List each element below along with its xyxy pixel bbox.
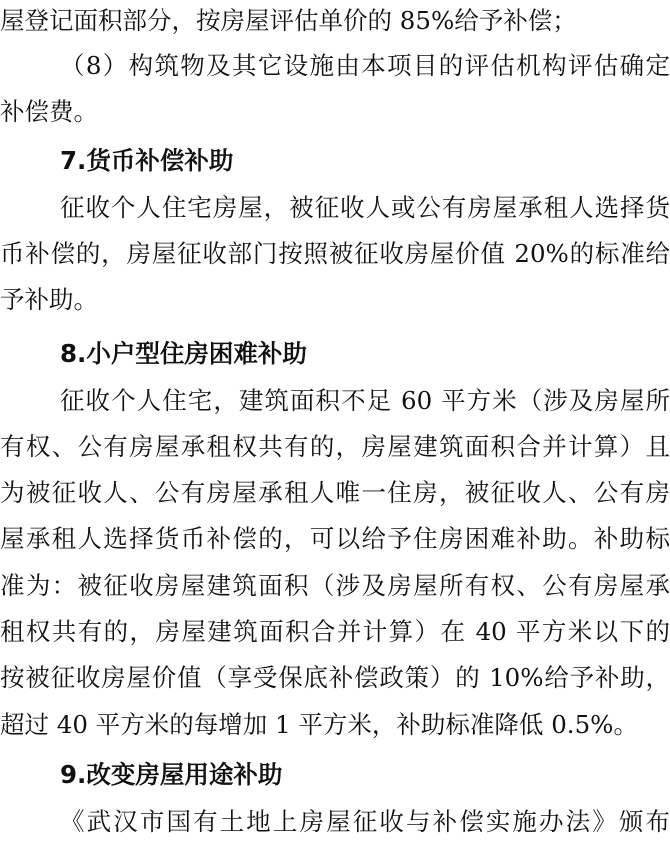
text-line: 征收个人住宅房屋，被征收人或公有房屋承租人选择货 xyxy=(60,193,670,222)
text-line: 《武汉市国有土地上房屋征收与补偿实施办法》颁布 xyxy=(60,807,670,836)
text-line: 超过 40 平方米的每增加 1 平方米，补助标准降低 0.5%。 xyxy=(0,710,638,739)
text-line: 按被征收房屋价值（享受保底补偿政策）的 10%给予补助， xyxy=(0,663,670,692)
text-line: 准为：被征收房屋建筑面积（涉及房屋所有权、公有房屋承 xyxy=(0,571,670,600)
section-heading-7: 7.货币补偿补助 xyxy=(60,146,234,175)
text-line: 有权、公有房屋承租权共有的，房屋建筑面积合并计算）且 xyxy=(0,432,670,461)
text-line: 屋承租人选择货币补偿的，可以给予住房困难补助。补助标 xyxy=(0,524,670,553)
section-heading-9: 9.改变房屋用途补助 xyxy=(60,760,283,789)
text-line: （8）构筑物及其它设施由本项目的评估机构评估确定 xyxy=(60,51,670,80)
text-line: 征收个人住宅，建筑面积不足 60 平方米（涉及房屋所 xyxy=(60,386,670,415)
text-line: 补偿费。 xyxy=(0,97,98,126)
text-line: 屋登记面积部分，按房屋评估单价的 85%给予补偿； xyxy=(0,6,577,35)
text-line: 租权共有的，房屋建筑面积合并计算）在 40 平方米以下的 xyxy=(0,617,670,646)
text-line: 予补助。 xyxy=(0,285,98,314)
text-line: 币补偿的，房屋征收部门按照被征收房屋价值 20%的标准给 xyxy=(0,239,670,268)
text-line: 为被征收人、公有房屋承租人唯一住房，被征收人、公有房 xyxy=(0,478,670,507)
section-heading-8: 8.小户型住房困难补助 xyxy=(60,339,307,368)
